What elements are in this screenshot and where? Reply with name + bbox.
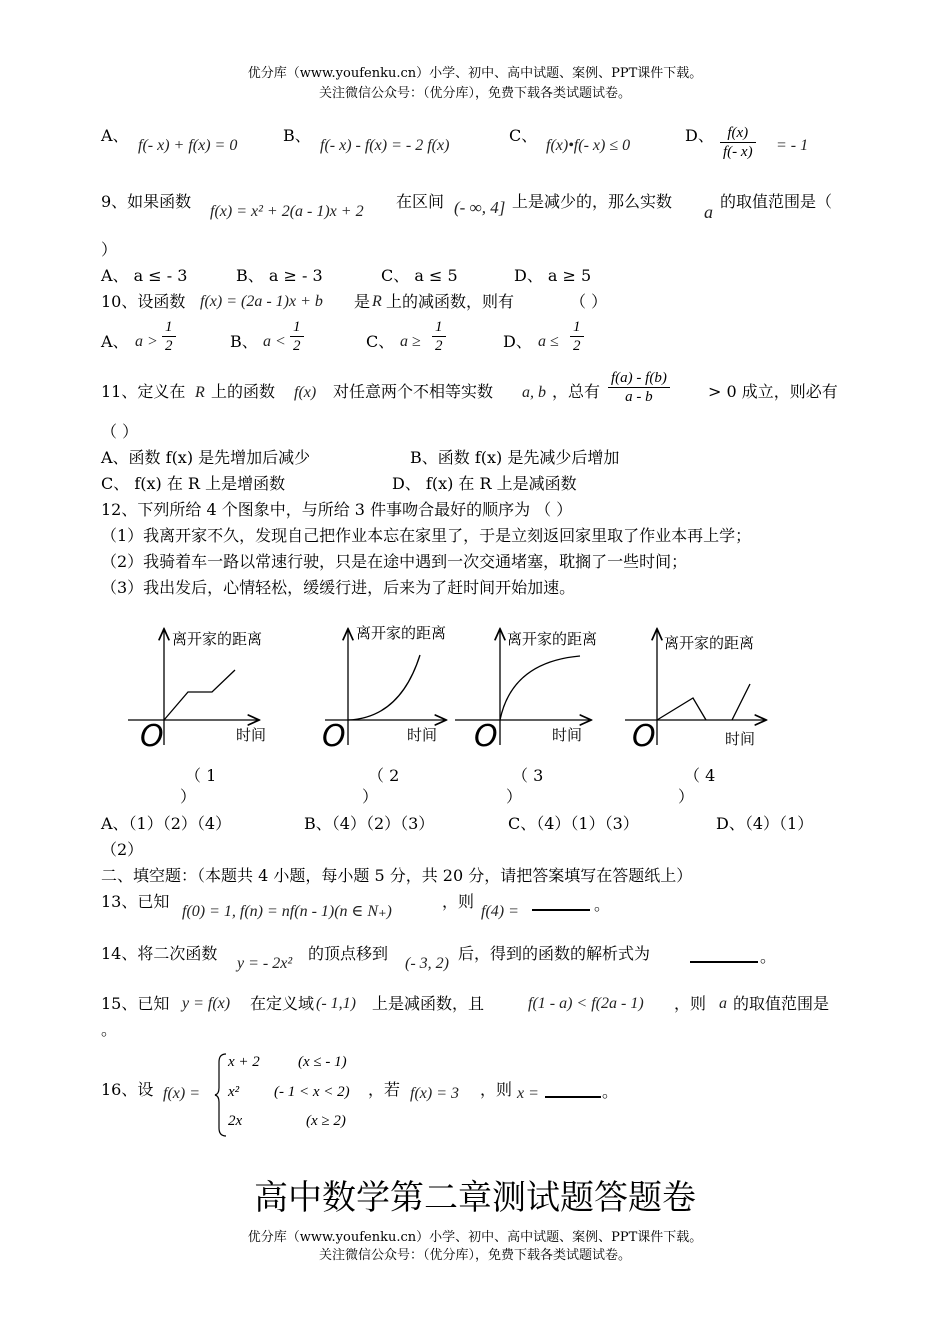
origin-label: O <box>140 719 164 754</box>
fraction-denominator: 2 <box>293 338 301 354</box>
option-b-expr: f(- x) - f(x) = - 2 f(x) <box>320 137 450 154</box>
fraction-denominator: 2 <box>165 338 173 354</box>
q9-option-b: B、 a ≥ - 3 <box>236 266 323 285</box>
q9-text-b: 在区间 <box>396 192 445 211</box>
q10-option-b-half <box>290 318 304 355</box>
graph-1-caption: （ 1 <box>185 766 217 785</box>
q12-option-d: D、（4）（1） <box>716 814 814 833</box>
option-c-expr: f(x)•f(- x) ≤ 0 <box>546 137 631 154</box>
piece-2-expr: x² <box>228 1084 240 1100</box>
q15-domain: (- 1,1) <box>316 995 356 1012</box>
q16-end: 。 <box>602 1082 619 1101</box>
x-axis-label: 时间 <box>407 726 438 744</box>
fraction-denominator: 2 <box>573 338 581 354</box>
q11-paren: （ ） <box>101 422 139 441</box>
fraction-numerator: 1 <box>570 318 584 337</box>
y-axis-label: 离开家的距离 <box>507 630 598 648</box>
graph-4-caption-close: ） <box>678 787 695 806</box>
origin-label: O <box>632 719 656 754</box>
q10-option-d-op: a ≤ <box>538 333 559 350</box>
q11-fraction <box>608 369 670 406</box>
q10-option-c-op: a ≥ <box>400 333 421 350</box>
q10-option-b-label: B、 <box>230 332 258 351</box>
header-line-2: 关注微信公众号：（优分库），免费下载各类试题试卷。 <box>318 86 631 101</box>
q12-graphs <box>0 620 950 810</box>
q11-text-e: > 0 成立，则必有 <box>708 382 838 401</box>
graph-3-caption: （ 3 <box>512 766 544 785</box>
q9-close: ） <box>101 240 118 259</box>
option-d-label: D、 <box>685 126 714 145</box>
q15-expr: y = f(x) <box>182 995 231 1012</box>
y-axis-label: 离开家的距离 <box>172 630 263 648</box>
piece-3-cond: (x ≥ 2) <box>306 1113 346 1129</box>
q16-text-b: ，若 <box>368 1080 401 1099</box>
section-2-heading: 二、填空题：（本题共 4 小题，每小题 5 分，共 20 分，请把答案填写在答题纸上） <box>101 866 693 885</box>
q14-text-c: 后，得到的函数的解析式为 <box>458 944 651 963</box>
q9-interval: (- ∞, 4] <box>454 198 506 217</box>
piece-1-expr: x + 2 <box>228 1054 260 1070</box>
q10-option-a-half <box>162 318 176 355</box>
graph-1-curve <box>164 670 235 720</box>
piece-2-cond: (- 1 < x < 2) <box>274 1084 350 1100</box>
q11-option-d: D、 f(x) 在 R 上是减函数 <box>392 474 577 493</box>
q10-text-c: 上的减函数，则有 <box>386 292 515 311</box>
q9-option-a: A、 a ≤ - 3 <box>101 266 188 285</box>
q16-cond: f(x) = 3 <box>410 1085 459 1102</box>
q11-ab: a, b <box>522 384 546 401</box>
graph-4 <box>625 630 765 754</box>
q10-option-b-op: a < <box>263 333 286 350</box>
q10-text-b: 是 <box>354 292 371 311</box>
q12-statement-1: （1）我离开家不久，发现自己把作业本忘在家里了，于是立刻返回家里取了作业本再上学； <box>101 526 752 545</box>
q15-end: 。 <box>101 1020 118 1039</box>
option-c-label: C、 <box>509 126 538 145</box>
q16-lhs: f(x) = <box>163 1085 200 1102</box>
q15-text-e: 的取值范围是 <box>733 994 830 1013</box>
q11-text-d: ，总有 <box>552 382 601 401</box>
q12-statement-3: （3）我出发后，心情轻松，缓缓行进，后来为了赶时间开始加速。 <box>101 578 576 597</box>
piecewise-brace <box>214 1052 228 1138</box>
q13-text-a: 13、已知 <box>101 892 170 911</box>
q14-expr: y = - 2x² <box>237 955 293 972</box>
q9-var: a <box>704 202 713 222</box>
q16-text-a: 16、设 <box>101 1080 154 1099</box>
fraction-denominator: a - b <box>625 389 653 405</box>
graph-2-curve <box>348 655 420 720</box>
answer-blank[interactable] <box>690 948 758 967</box>
q10-option-a-op: a > <box>135 333 158 350</box>
q14-end: 。 <box>760 947 777 966</box>
graph-2-caption-close: ） <box>362 787 379 806</box>
graph-3 <box>455 630 597 754</box>
origin-label: O <box>474 719 498 754</box>
q12-statement-2: （2）我骑着车一路以常速行驶，只是在途中遇到一次交通堵塞，耽搁了一些时间； <box>101 552 688 571</box>
q11-text-b: 上的函数 <box>211 382 276 401</box>
q9-text-c: 上是减少的，那么实数 <box>512 192 673 211</box>
fraction-numerator: f(a) - f(b) <box>608 369 670 388</box>
q11-option-b: B、函数 f(x) 是先减少后增加 <box>410 448 620 467</box>
q12-stem: 12、下列所给 4 个图象中，与所给 3 件事吻合最好的顺序为 （ ） <box>101 500 573 519</box>
q9-expr: f(x) = x² + 2(a - 1)x + 2 <box>210 203 364 220</box>
answer-blank[interactable] <box>545 1083 601 1102</box>
graph-4-curve-a <box>657 698 706 720</box>
option-d-fraction <box>720 124 756 161</box>
graph-4-caption: （ 4 <box>684 766 716 785</box>
q13-text-b: ，则 <box>442 892 475 911</box>
graph-1 <box>128 630 266 754</box>
option-a-expr: f(- x) + f(x) = 0 <box>138 137 238 154</box>
q15-text-a: 15、已知 <box>101 994 170 1013</box>
q15-var: a <box>719 995 727 1012</box>
q16-ask: x = <box>517 1085 539 1102</box>
q11-text-a: 11、定义在 <box>101 382 186 401</box>
q9-option-d: D、 a ≥ 5 <box>514 266 592 285</box>
origin-label: O <box>322 719 346 754</box>
footer-line-1: 优分库（www.youfenku.cn）小学、初中、高中试题、案例、PPT课件下载。 <box>247 1230 703 1245</box>
q10-expr: f(x) = (2a - 1)x + b <box>200 293 323 310</box>
q9-text-d: 的取值范围是（ <box>720 192 833 211</box>
q14-text-a: 14、将二次函数 <box>101 944 218 963</box>
answer-blank[interactable] <box>532 896 590 915</box>
q10-option-d-half <box>570 318 584 355</box>
q12-option-c: C、（4）（1）（3） <box>508 814 639 833</box>
y-axis-label: 离开家的距离 <box>664 634 755 652</box>
graph-2-caption: （ 2 <box>368 766 400 785</box>
footer-line-2: 关注微信公众号：（优分库），免费下载各类试题试卷。 <box>318 1248 631 1263</box>
fraction-denominator: 2 <box>435 338 443 354</box>
q10-text-a: 10、设函数 <box>101 292 186 311</box>
graph-3-curve <box>500 656 580 720</box>
fraction-numerator: 1 <box>162 318 176 337</box>
q10-option-a-label: A、 <box>101 332 129 351</box>
piece-3-expr: 2x <box>228 1113 243 1129</box>
fraction-numerator: f(x) <box>720 124 756 143</box>
q10-paren: （ ） <box>570 292 608 311</box>
q14-point: (- 3, 2) <box>405 955 449 972</box>
fraction-denominator: f(- x) <box>723 144 753 160</box>
q13-ask: f(4) = <box>481 903 519 920</box>
q10-option-c-half <box>432 318 446 355</box>
q11-R: R <box>195 384 205 401</box>
q16-text-c: ，则 <box>480 1080 513 1099</box>
q9-option-c: C、 a ≤ 5 <box>381 266 458 285</box>
page-title: 高中数学第二章测试题答题卷 <box>254 1178 696 1218</box>
q15-text-c: 上是减函数，且 <box>372 994 485 1013</box>
q15-text-b: 在定义域 <box>250 994 315 1013</box>
q11-text-c: 对任意两个不相等实数 <box>333 382 494 401</box>
q12-option-b: B、（4）（2）（3） <box>304 814 435 833</box>
q11-option-c: C、 f(x) 在 R 上是增函数 <box>101 474 286 493</box>
fraction-numerator: 1 <box>432 318 446 337</box>
q15-text-d: ，则 <box>674 994 707 1013</box>
header-line-1: 优分库（www.youfenku.cn）小学、初中、高中试题、案例、PPT课件下载。 <box>247 66 703 81</box>
q11-option-a: A、函数 f(x) 是先增加后减少 <box>101 448 311 467</box>
q13-end: 。 <box>594 895 611 914</box>
x-axis-label: 时间 <box>725 730 756 748</box>
q10-option-d-label: D、 <box>503 332 532 351</box>
x-axis-label: 时间 <box>236 726 267 744</box>
graph-1-caption-close: ） <box>180 787 197 806</box>
piece-1-cond: (x ≤ - 1) <box>298 1054 347 1070</box>
y-axis-label: 离开家的距离 <box>356 624 447 642</box>
q12-option-a: A、（1）（2）（4） <box>101 814 232 833</box>
graph-4-curve-b <box>732 684 750 720</box>
x-axis-label: 时间 <box>552 726 583 744</box>
fraction-numerator: 1 <box>290 318 304 337</box>
q13-expr: f(0) = 1, f(n) = nf(n - 1)(n ∈ N₊) <box>182 903 392 920</box>
q11-fx: f(x) <box>294 384 317 401</box>
q12-option-d-cont: （2） <box>101 840 144 859</box>
option-a-label: A、 <box>101 126 129 145</box>
option-b-label: B、 <box>283 126 311 145</box>
q10-option-c-label: C、 <box>366 332 395 351</box>
q9-text-a: 9、如果函数 <box>101 192 192 211</box>
option-d-rhs: = - 1 <box>776 137 809 154</box>
q10-R: R <box>372 293 382 310</box>
q15-condition: f(1 - a) < f(2a - 1) <box>528 995 644 1012</box>
graph-3-caption-close: ） <box>506 787 523 806</box>
q14-text-b: 的顶点移到 <box>308 944 389 963</box>
graph-2 <box>322 624 446 754</box>
